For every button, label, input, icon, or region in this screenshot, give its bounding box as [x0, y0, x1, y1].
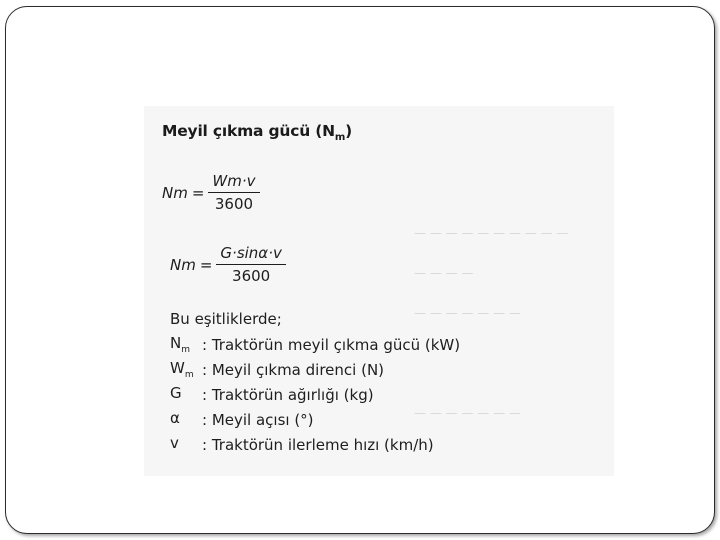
definition-text: : Traktörün ilerleme hızı (km/h) [202, 435, 434, 454]
denominator: 3600 [214, 195, 254, 213]
bleed-through-text: — — — — — — — — — — [414, 226, 569, 240]
definitions-intro: Bu eşitliklerde; [170, 310, 282, 328]
formula-lhs: Nm [162, 183, 188, 202]
numerator: Wm·v [208, 172, 259, 193]
definition-symbol: v [170, 434, 179, 452]
definition-row [170, 382, 460, 407]
bleed-through-text: — — — — — — — [414, 306, 521, 320]
formula-sin [170, 244, 286, 285]
fraction [216, 244, 285, 285]
definition-row [170, 432, 460, 457]
denominator: 3600 [232, 267, 271, 285]
bleed-through-text: — — — — — — — [414, 406, 521, 420]
numerator: G·sinα·v [216, 244, 285, 265]
bleed-through-text: — — — — [414, 266, 474, 280]
definition-row [170, 357, 460, 382]
formula-lhs: Nm [170, 255, 196, 274]
fraction [208, 172, 259, 213]
definition-row [170, 407, 460, 432]
equals-sign: = [199, 255, 213, 274]
definition-text: : Meyil açısı (°) [202, 410, 314, 429]
definition-text: : Traktörün ağırlığı (kg) [202, 385, 374, 404]
scanned-page [144, 106, 614, 476]
definitions-list [170, 332, 460, 457]
formula-wm [162, 172, 260, 213]
definition-text: : Meyil çıkma direnci (N) [202, 360, 385, 379]
section-heading: Meyil çıkma gücü $(N_m)$ [162, 122, 353, 144]
definition-symbol: α [170, 409, 180, 427]
definition-symbol: G [170, 384, 182, 402]
definition-text: : Traktörün meyil çıkma gücü (kW) [202, 335, 461, 354]
definition-symbol: $W_m$ [170, 359, 194, 380]
definition-symbol: $N_m$ [170, 334, 191, 355]
definition-row [170, 332, 460, 357]
equals-sign: = [191, 183, 205, 202]
